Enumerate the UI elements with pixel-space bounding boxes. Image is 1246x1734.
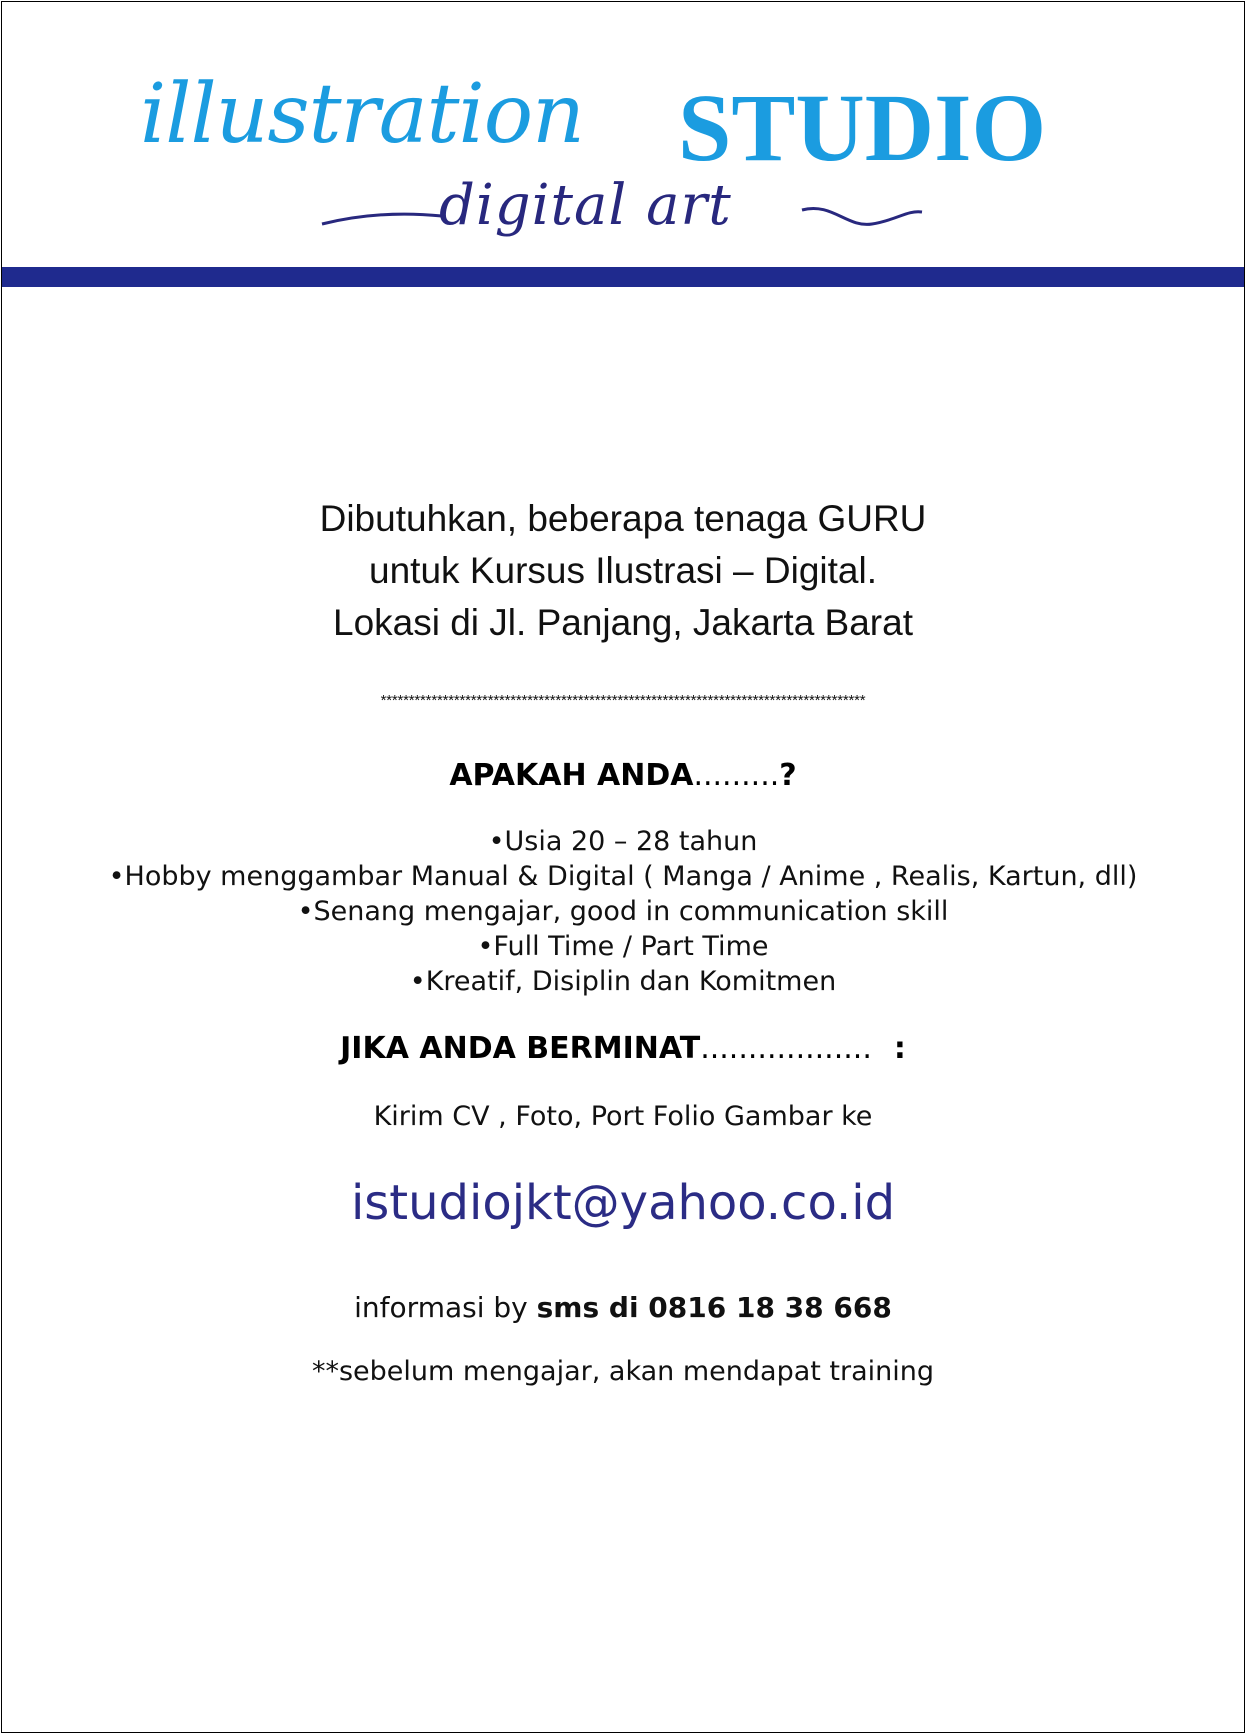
interest-heading-text: JIKA ANDA BERMINAT [340,1031,701,1066]
requirement-item: •Usia 20 – 28 tahun [488,826,758,857]
question-mark: ? [779,758,797,793]
interest-heading-dots: .................. [700,1031,872,1066]
question-heading [2,758,1244,793]
flyer-page [1,1,1245,1733]
requirement-item: •Hobby menggambar Manual & Digital ( Manga / Anime , Realis, Kartun, dll) [108,861,1138,892]
intro-line: untuk Kursus Ilustrasi – Digital. [369,550,877,591]
intro-block [2,493,1244,649]
contact-email: istudiojkt@yahoo.co.id [350,1175,896,1231]
intro-line: Dibutuhkan, beberapa tenaga GURU [319,498,927,539]
sms-info-number: sms di 0816 18 38 668 [536,1291,892,1324]
requirements-list [2,824,1244,999]
asterisk-divider: ************************************************************************************** [380,692,866,709]
requirement-item: •Full Time / Part Time [477,931,769,962]
interest-colon: : [893,1031,906,1066]
interest-heading [2,1031,1244,1066]
requirement-item: •Kreatif, Disiplin dan Komitmen [409,966,837,997]
logo-script-text: illustration [140,67,584,162]
question-heading-text: APAKAH ANDA [449,758,694,793]
requirement-item: •Senang mengajar, good in communication skill [297,896,949,927]
logo-studio-text: STUDIO [678,74,1047,181]
question-heading-dots: ......... [693,758,780,793]
intro-line: Lokasi di Jl. Panjang, Jakarta Barat [333,602,913,643]
sms-info [2,1291,1244,1324]
sms-info-prefix: informasi by [354,1291,537,1324]
header-divider-bar [2,267,1244,287]
logo-subtitle: digital art [439,173,732,238]
training-note: **sebelum mengajar, akan mendapat training [311,1356,935,1387]
send-instructions: Kirim CV , Foto, Port Folio Gambar ke [373,1101,873,1132]
studio-logo [2,2,1244,262]
